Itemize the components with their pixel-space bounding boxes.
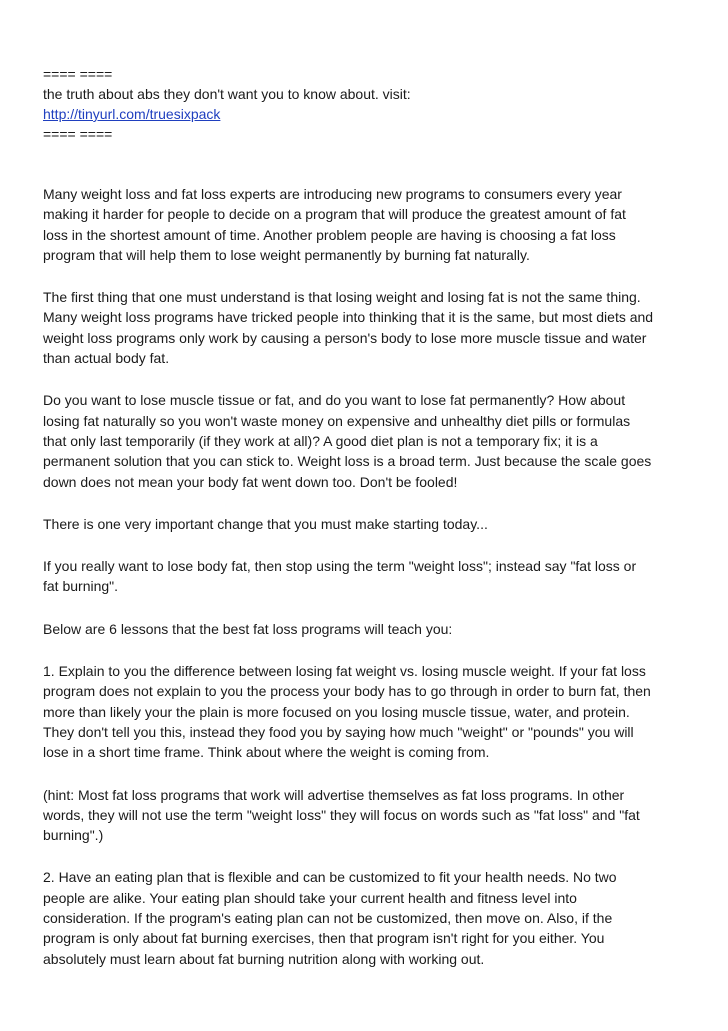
paragraph-line: program is only about fat burning exercises, then that program isn't right for you either. You: [43, 930, 605, 947]
paragraph-line: permanent solution that you can stick to. Weight loss is a broad term. Just because the scale goes: [43, 453, 652, 470]
paragraph-line: program that will help them to lose weight permanently by burning fat naturally.: [43, 246, 530, 263]
paragraph-line: down does not mean your body fat went down too. Don't be fooled!: [43, 473, 458, 490]
paragraph-line: people are alike. Your eating plan should take your current health and fitness level into: [43, 889, 577, 906]
paragraph-7: [43, 661, 688, 762]
paragraph-line: making it harder for people to decide on a program that will produce the greatest amount of fat: [43, 206, 626, 223]
separator-top: ==== ====: [43, 66, 113, 82]
paragraph-line: words, they will not use the term "weight loss" they will focus on words such as "fat loss" and "fat: [43, 806, 640, 823]
paragraph-line: program does not explain to you the process your body has to go through in order to burn fat, then: [43, 683, 651, 700]
paragraph-line: (hint: Most fat loss programs that work will advertise themselves as fat loss programs. In other: [43, 786, 625, 803]
paragraph-line: 2. Have an eating plan that is flexible and can be customized to fit your health needs. No two: [43, 869, 617, 886]
paragraph-line: that only last temporarily (if they work at all)? A good diet plan is not a temporary fix; it is a: [43, 432, 598, 449]
paragraph-5: [43, 556, 688, 597]
intro-link[interactable]: http://tinyurl.com/truesixpack: [43, 106, 221, 122]
paragraph-4: [43, 514, 688, 534]
paragraph-9: [43, 867, 688, 968]
paragraph-line: weight loss programs only work by causing a person's body to lose more muscle tissue and water: [43, 329, 647, 346]
paragraph-line: If you really want to lose body fat, then stop using the term "weight loss"; instead say "fat loss or: [43, 558, 637, 575]
paragraph-line: losing fat naturally so you won't waste money on expensive and unhealthy diet pills or formulas: [43, 412, 631, 429]
paragraph-line: The first thing that one must understand is that losing weight and losing fat is not the same thing.: [43, 289, 641, 306]
paragraph-line: than actual body fat.: [43, 350, 170, 367]
paragraph-2: [43, 287, 688, 368]
paragraph-line: They don't tell you this, instead they food you by saying how much "weight" or "pounds" you will: [43, 723, 634, 740]
article-body: [43, 184, 688, 969]
paragraph-line: Many weight loss and fat loss experts are introducing new programs to consumers every year: [43, 186, 622, 202]
paragraph-line: more than likely your the plain is more focused on you losing muscle tissue, water, and protein.: [43, 703, 630, 720]
promo-header: [43, 64, 688, 144]
paragraph-line: Many weight loss programs have tricked people into thinking that it is the same, but most diets and: [43, 309, 654, 326]
intro-text: the truth about abs they don't want you to know about. visit:: [43, 86, 411, 102]
paragraph-1: [43, 184, 688, 265]
paragraph-line: absolutely must learn about fat burning nutrition along with working out.: [43, 950, 485, 967]
paragraph-line: consideration. If the program's eating plan can not be customized, then move on. Also, if the: [43, 910, 613, 927]
separator-bottom: ==== ====: [43, 126, 113, 142]
paragraph-line: There is one very important change that you must make starting today...: [43, 515, 488, 532]
paragraph-line: 1. Explain to you the difference between losing fat weight vs. losing muscle weight. If your fat loss: [43, 663, 646, 680]
paragraph-line: Do you want to lose muscle tissue or fat, and do you want to lose fat permanently? How about: [43, 392, 626, 409]
paragraph-3: [43, 390, 688, 491]
paragraph-line: lose in a short time frame. Think about where the weight is coming from.: [43, 744, 490, 761]
paragraph-line: fat burning".: [43, 578, 119, 595]
paragraph-line: burning".): [43, 827, 104, 844]
paragraph-6: [43, 619, 688, 639]
paragraph-8: [43, 785, 688, 846]
paragraph-line: Below are 6 lessons that the best fat loss programs will teach you:: [43, 620, 453, 637]
paragraph-line: loss in the shortest amount of time. Another problem people are having is choosing a fat loss: [43, 226, 616, 243]
